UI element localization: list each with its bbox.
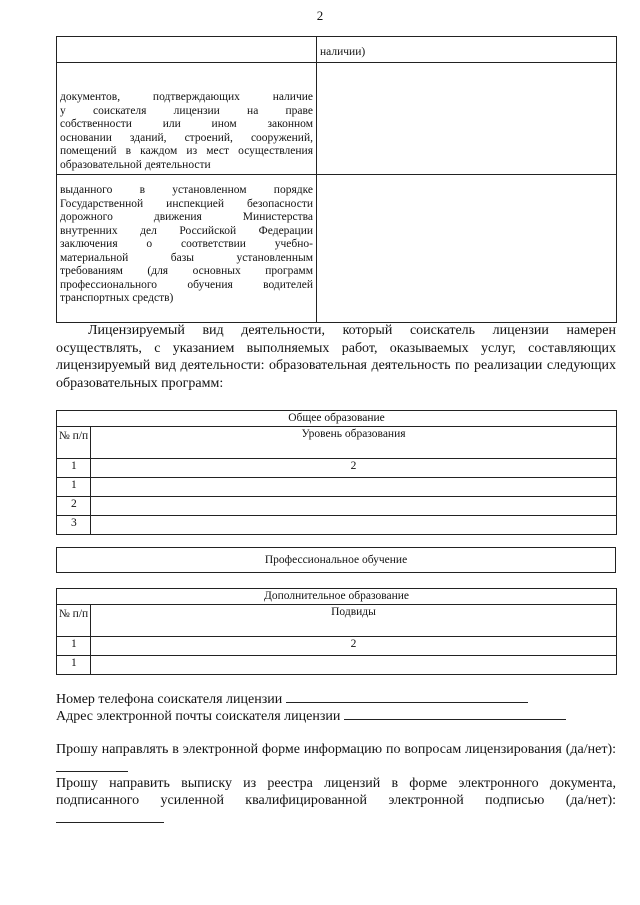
electronic-info-request — [56, 741, 616, 777]
additional-education-col-sub: Подвиды — [91, 605, 617, 637]
docs-cell-buildings-value — [317, 63, 617, 175]
general-education-table — [56, 410, 617, 535]
phone-input-line[interactable] — [286, 689, 528, 703]
table-row: 1 2 — [57, 459, 617, 478]
table-row: 1 — [57, 656, 617, 675]
email-label: Адрес электронной почты соискателя лицензии — [56, 709, 341, 724]
phone-label: Номер телефона соискателя лицензии — [56, 692, 283, 707]
table-row: 2 — [57, 497, 617, 516]
additional-education-title: Дополнительное образование — [57, 589, 617, 605]
email-line — [56, 706, 566, 725]
docs-cell-availability: наличии) — [317, 37, 617, 63]
additional-education-col-num: № п/п — [57, 605, 91, 637]
additional-education-table — [56, 588, 617, 675]
email-input-line[interactable] — [344, 706, 566, 720]
table-row: 3 — [57, 516, 617, 535]
docs-cell-buildings-proof: документов, подтверждающих наличие у соискателя лицензии на праве собственности или ином законном основании зданий, строений, сооружений, помещений в каждом из мест осуществления образовательной деятельности — [57, 63, 317, 175]
docs-cell-empty — [57, 37, 317, 63]
docs-cell-gibdd-conclusion: выданного в установленном порядке Государственной инспекцией безопасности дорожного движения Министерства внутренних дел Российской Федерации заключения о соответствии учебно- материальной базы установленным требованиям (для основных программ профессионального обучения водителей транспортных средств) — [57, 175, 317, 323]
general-education-col-num: № п/п — [57, 427, 91, 459]
table-row: 1 2 — [57, 637, 617, 656]
registry-extract-request — [56, 775, 616, 828]
docs-cell-gibdd-value — [317, 175, 617, 323]
professional-training-box: Профессиональное обучение — [56, 547, 616, 573]
general-education-title: Общее образование — [57, 411, 617, 427]
registry-extract-answer-line[interactable] — [56, 809, 164, 823]
documents-table — [56, 36, 617, 323]
electronic-info-text: Прошу направлять в электронной форме информацию по вопросам лицензирования (да/нет): — [56, 742, 616, 757]
registry-extract-text: Прошу направить выписку из реестра лицензий в форме электронного документа, подписанного усиленной квалифицированной электронной подписью (да/нет): — [56, 776, 616, 808]
electronic-info-answer-line[interactable] — [56, 758, 128, 772]
table-row: 1 — [57, 478, 617, 497]
general-education-col-level: Уровень образования — [91, 427, 617, 459]
page-number: 2 — [316, 8, 324, 23]
activity-paragraph: Лицензируемый вид деятельности, который соискатель лицензии намерен осуществлять, с указанием выполняемых работ, оказываемых услуг, составляющих лицензируемый вид деятельности: образовательная деятельность по реализации следующих образовательных программ: — [56, 323, 616, 391]
